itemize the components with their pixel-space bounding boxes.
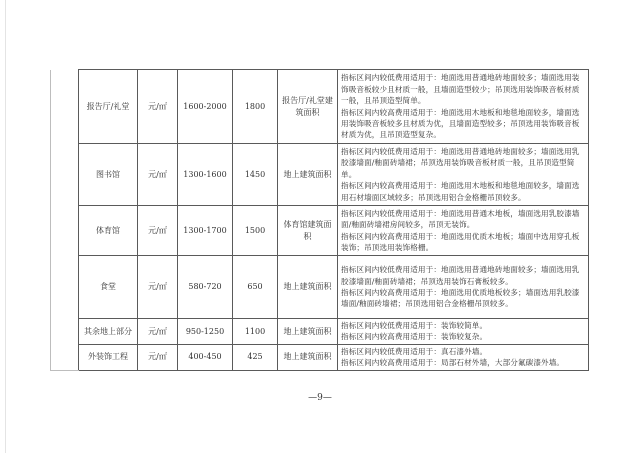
item-value: 1100 [233, 319, 278, 345]
low-cost-description: 指标区间内较低费用适用于：地面选用普通木地板，墙面选用乳胶漆墙面/釉面砖墙裙房间较多，吊顶无装饰。 [341, 208, 580, 230]
item-range: 950-1250 [178, 319, 233, 345]
item-name: 体育馆 [79, 206, 138, 256]
item-name: 外装饰工程 [79, 344, 138, 370]
low-cost-description: 指标区间内较低费用适用于：装饰较简单。 [341, 321, 488, 330]
low-cost-description: 指标区间内较低费用适用于：地面选用普通地砖地面较多；墙面选用装饰吸音板较少且材质一般，且墙面造型较少；吊顶选用装饰吸音板材质一般，且吊顶造型简单。 [341, 73, 580, 106]
item-unit: 元/㎡ [138, 344, 178, 370]
item-range: 1300-1700 [178, 206, 233, 256]
item-unit: 元/㎡ [138, 70, 178, 144]
low-cost-description: 指标区间内较低费用适用于：真石漆外墙。 [341, 346, 488, 356]
item-value: 425 [233, 344, 278, 370]
item-name: 其余地上部分 [79, 319, 138, 345]
table-row [51, 319, 589, 345]
item-unit: 元/㎡ [138, 206, 178, 256]
item-range: 400-450 [178, 344, 233, 370]
item-value: 650 [233, 256, 278, 319]
item-unit: 元/㎡ [138, 256, 178, 319]
item-name: 食堂 [79, 256, 138, 319]
table-row [51, 344, 589, 370]
table-row [51, 206, 589, 256]
low-cost-description: 指标区间内较低费用适用于：地面选用普通地砖地面较多；墙面选用乳胶漆墙面/釉面砖墙裙；吊顶选用装饰石膏板较多。 [341, 265, 580, 286]
high-cost-description: 指标区间内较高费用适用于：装饰较复杂。 [341, 332, 488, 342]
high-cost-description: 指标区间内较高费用适用于：地面选用优质木地板；墙面中选用穿孔板装饰；吊顶选用装饰格栅。 [341, 231, 580, 252]
cost-index-table [50, 69, 589, 371]
item-unit: 元/㎡ [138, 319, 178, 345]
item-description [338, 70, 589, 144]
table-row [51, 256, 589, 319]
item-value: 1800 [233, 70, 278, 144]
item-description [338, 144, 589, 206]
item-name: 报告厅/礼堂 [79, 70, 138, 144]
item-unit: 元/㎡ [138, 144, 178, 206]
item-description [338, 256, 589, 319]
item-basis: 地上建筑面积 [278, 144, 338, 206]
item-description [338, 206, 589, 256]
table-row [51, 144, 589, 206]
item-name: 图书馆 [79, 144, 138, 206]
item-description [338, 319, 589, 345]
item-description [338, 344, 589, 370]
low-cost-description: 指标区间内较低费用适用于：地面选用普通地砖地面较多；墙面选用乳胶漆墙面/釉面砖墙裙；吊顶选用装饰吸音板材质一般，且吊顶造型简单。 [341, 146, 580, 179]
high-cost-description: 指标区间内较高费用适用于：地面选用木地板和地毯地面较多，墙面选用石材墙面区域较多；吊顶选用铝合金格栅吊顶较多。 [341, 181, 580, 202]
item-basis: 体育馆建筑面积 [278, 206, 338, 256]
item-basis: 报告厅/礼堂建筑面积 [278, 70, 338, 144]
high-cost-description: 指标区间内较高费用适用于：地面选用优质地板较多；墙面选用乳胶漆墙面/釉面砖墙裙；吊顶选用铝合金格栅吊顶较多。 [341, 288, 580, 309]
item-basis: 地上建筑面积 [278, 319, 338, 345]
high-cost-description: 指标区间内较高费用适用于：局部石材外墙，大部分氟碳漆外墙。 [341, 358, 565, 368]
category-cell-blank [51, 70, 79, 371]
page-number: —9— [308, 393, 332, 403]
high-cost-description: 指标区间内较高费用适用于：地面选用木地板和地毯地面较多，墙面选用装饰吸音板较多且材质为优，且墙面造型较多；吊顶选用装饰吸音板材质为优，且吊顶造型复杂。 [341, 107, 580, 140]
item-basis: 地上建筑面积 [278, 256, 338, 319]
item-basis: 地上建筑面积 [278, 344, 338, 370]
item-value: 1500 [233, 206, 278, 256]
item-range: 580-720 [178, 256, 233, 319]
item-value: 1450 [233, 144, 278, 206]
item-range: 1600-2000 [178, 70, 233, 144]
page-edge-line [5, 0, 6, 453]
table-row [51, 70, 589, 144]
item-range: 1300-1600 [178, 144, 233, 206]
